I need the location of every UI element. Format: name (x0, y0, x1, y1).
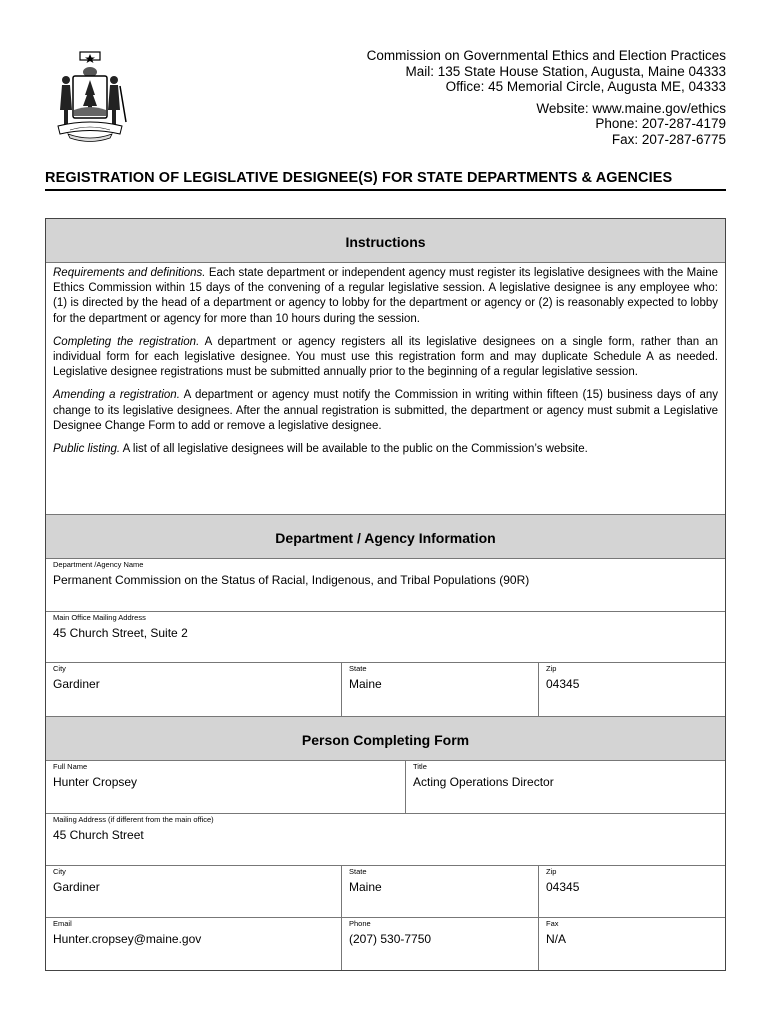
phone: Phone: 207-287-4179 (595, 116, 726, 131)
department-city-field[interactable]: City Gardiner (53, 664, 100, 691)
website: Website: www.maine.gov/ethics (536, 100, 726, 116)
person-city-field[interactable]: City Gardiner (53, 867, 100, 894)
instructions-heading: Instructions (46, 219, 725, 263)
person-state-field[interactable]: State Maine (341, 866, 538, 917)
mail-address: Mail: 135 State House Station, Augusta, Maine 04333 (405, 63, 726, 79)
document-title: REGISTRATION OF LEGISLATIVE DESIGNEE(S) FOR STATE DEPARTMENTS & AGENCIES (45, 170, 673, 186)
person-address-field[interactable]: Mailing Address (if different from the main office) 45 Church Street (53, 815, 214, 842)
instructions-section (46, 263, 725, 515)
fax: Fax: 207-287-6775 (611, 131, 726, 147)
email-field[interactable]: Email Hunter.cropsey@maine.gov (53, 919, 202, 946)
commission-header (300, 48, 726, 147)
department-name-field[interactable]: Department /Agency Name Permanent Commission on the Status of Racial, Indigenous, and Tribal Populations (90R) (53, 560, 530, 587)
full-name-field[interactable]: Full Name Hunter Cropsey (53, 762, 138, 789)
fax-field[interactable]: Fax N/A (538, 918, 725, 970)
maine-state-seal (50, 50, 130, 142)
department-state-field[interactable]: State Maine (341, 663, 538, 716)
title-field[interactable]: Title Acting Operations Director (405, 761, 725, 813)
phone-field[interactable]: Phone (207) 530-7750 (341, 918, 538, 970)
instruction-paragraph: Completing the registration. A department or agency registers all its legislative designees on a single form, rather than an individual form for each legislative designee. You must use this registration form and may duplicate Schedule A as needed. Legislative designee registrations must be submitted annually prior to the beginning of a regular legislative session. (53, 335, 718, 379)
instruction-paragraph: Public listing. A list of all legislative designees will be available to the public on the Commission’s website. (53, 443, 588, 456)
person-heading: Person Completing Form (46, 717, 725, 761)
office-address: Office: 45 Memorial Circle, Augusta ME, 04333 (445, 79, 726, 94)
instruction-paragraph: Requirements and definitions. Each state department or independent agency must register its legislative designees with the Maine Ethics Commission within 15 days of the convening of a regular legislative session. A legislative designee is any employee who: (1) is directed by the head of a department or agency to lobby for the department or agency or (2) is reasonably expected to lobby for the department or agency for more than 10 hours during the session. (53, 267, 719, 325)
title-rule (45, 189, 726, 191)
department-heading: Department / Agency Information (46, 515, 725, 559)
department-address-field[interactable]: Main Office Mailing Address 45 Church Street, Suite 2 (53, 613, 188, 640)
department-zip-field[interactable]: Zip 04345 (538, 663, 725, 716)
instruction-paragraph: Amending a registration. A department or agency must notify the Commission in writing within fifteen (15) business days of any change to its legislative designees. After the annual registration is submitted, the department or agency must submit a Legislative Designee Change Form to add or remove a legislative designee. (53, 389, 719, 432)
person-zip-field[interactable]: Zip 04345 (538, 866, 725, 917)
registration-form (45, 218, 726, 971)
commission-name: Commission on Governmental Ethics and Election Practices (366, 48, 726, 63)
